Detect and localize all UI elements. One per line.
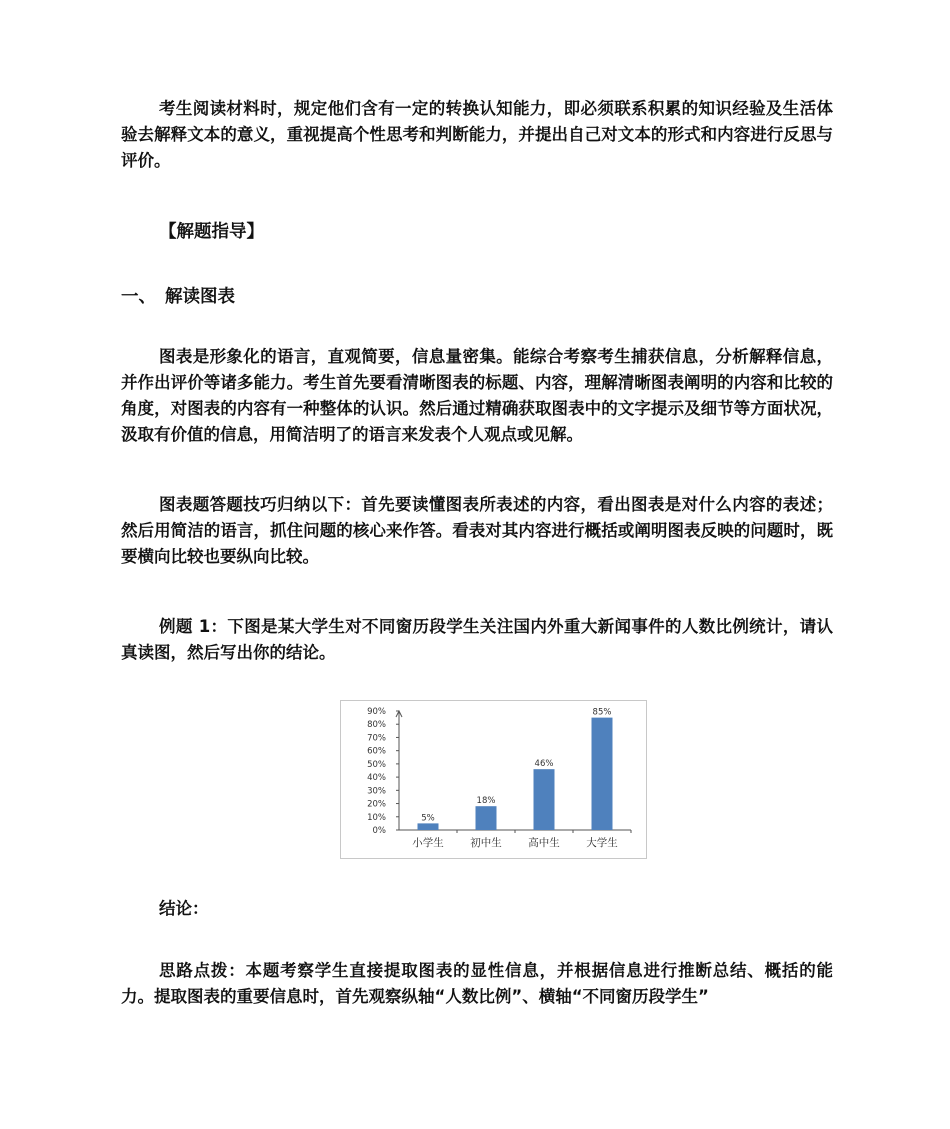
- technique-paragraph: 图表题答题技巧归纳以下：首先要读懂图表所表述的内容，看出图表是对什么内容的表述；然后用简洁的语言，抓住问题的核心来作答。看表对其内容进行概括或阐明图表反映的问题时，既要横向比较也要纵向比较。: [121, 495, 833, 566]
- x-category-label: 小学生: [412, 837, 444, 849]
- x-category-label: 大学生: [586, 837, 618, 849]
- guide-title: 【解题指导】: [159, 222, 264, 242]
- bar-chart-svg: [341, 701, 646, 858]
- bar-data-label: 85%: [592, 707, 612, 718]
- bar-data-label: 46%: [534, 759, 554, 770]
- bar: [534, 769, 555, 830]
- section-number: 一、: [121, 287, 156, 307]
- y-tick-label: 0%: [372, 826, 386, 836]
- conclusion-label: 结论：: [159, 899, 209, 918]
- bar: [476, 806, 497, 830]
- intro-paragraph: 考生阅读材料时，规定他们含有一定的转换认知能力，即必须联系积累的知识经验及生活体验去解释文本的意义，重视提高个性思考和判断能力，并提出自己对文本的形式和内容进行反思与评价。: [121, 99, 833, 170]
- bar-data-label: 5%: [421, 813, 435, 824]
- y-tick-label: 60%: [367, 746, 386, 757]
- y-tick-label: 70%: [367, 733, 386, 744]
- y-tick-label: 40%: [367, 773, 386, 784]
- bar-chart: [340, 700, 647, 859]
- bar: [418, 823, 439, 830]
- section-heading: [121, 283, 235, 308]
- bar-data-label: 18%: [476, 796, 496, 807]
- bar: [592, 718, 613, 830]
- y-tick-label: 10%: [367, 812, 386, 823]
- x-category-label: 高中生: [528, 837, 560, 849]
- y-tick-label: 20%: [367, 799, 386, 810]
- x-category-label: 初中生: [470, 837, 502, 849]
- y-tick-label: 50%: [367, 759, 386, 770]
- hint-paragraph: 思路点拨：本题考察学生直接提取图表的显性信息，并根据信息进行推断总结、概括的能力。提取图表的重要信息时，首先观察纵轴“人数比例”、横轴“不同窗历段学生”: [121, 961, 833, 1006]
- section-title: 解读图表: [165, 287, 235, 307]
- y-tick-label: 80%: [367, 720, 386, 731]
- example-question: 例题 1：下图是某大学生对不同窗历段学生关注国内外重大新闻事件的人数比例统计，请认真读图，然后写出你的结论。: [121, 617, 833, 662]
- y-tick-label: 90%: [367, 707, 386, 717]
- chart-intro-paragraph: 图表是形象化的语言，直观简要，信息量密集。能综合考察考生捕获信息，分析解释信息，并作出评价等诸多能力。考生首先要看清晰图表的标题、内容，理解清晰图表阐明的内容和比较的角度，对图表的内容有一种整体的认识。然后通过精确获取图表中的文字提示及细节等方面状况，汲取有价值的信息，用简洁明了的语言来发表个人观点或见解。: [121, 347, 833, 444]
- y-tick-label: 30%: [367, 786, 386, 797]
